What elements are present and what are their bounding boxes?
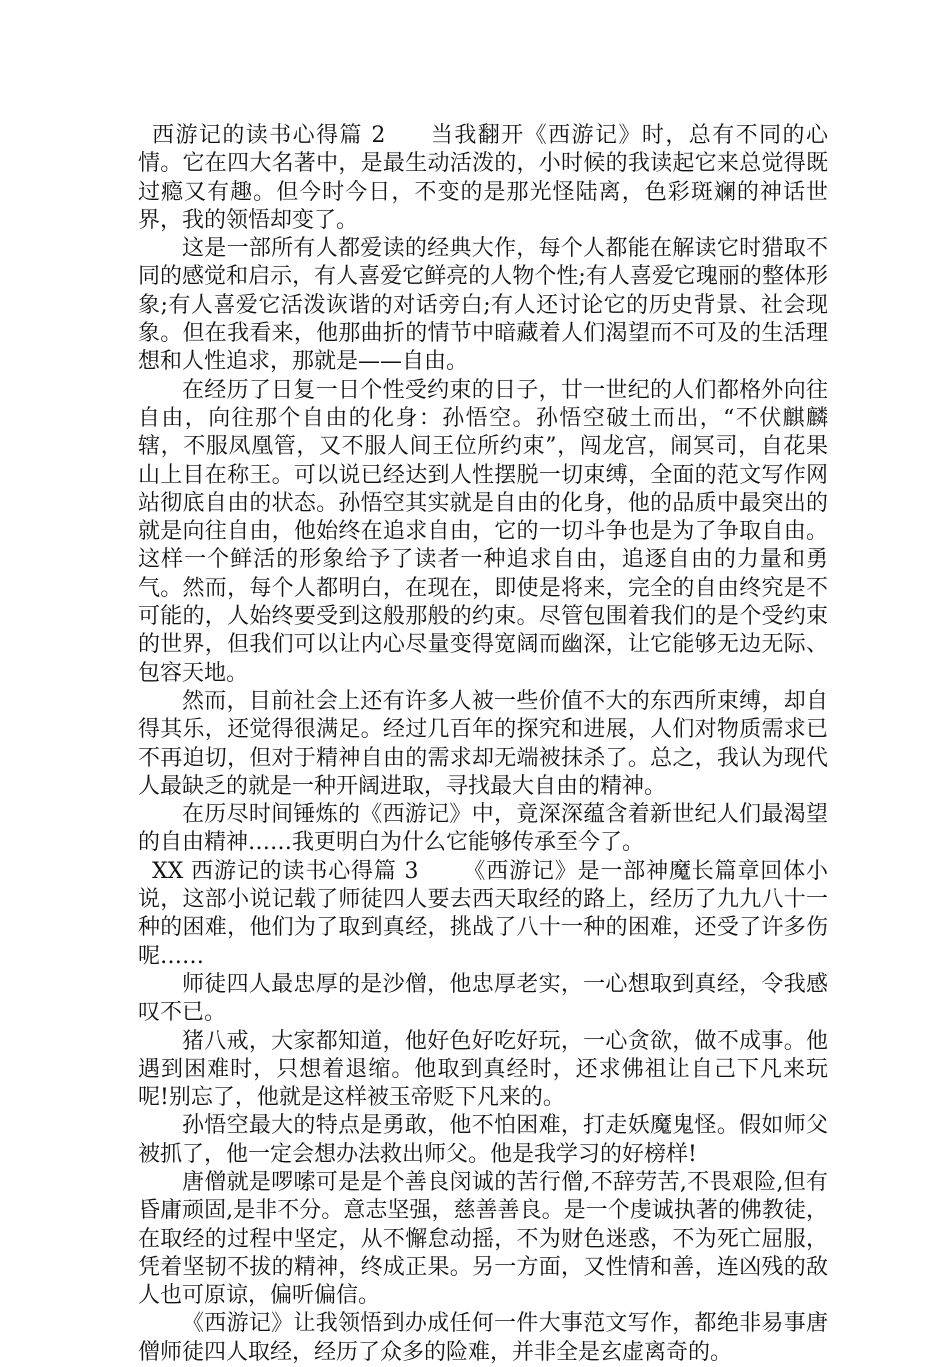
section-2-paragraph-4: 在历尽时间锤炼的《西游记》中，竟深深蕴含着新世纪人们最渴望的自由精神……我更明白为什么它能够传承至今了。	[138, 802, 828, 856]
section-2-intro-paragraph	[138, 122, 828, 235]
section-2-paragraph-1: 这是一部所有人都爱读的经典大作，每个人都能在解读它时猎取不同的感觉和启示，有人喜爱它鲜亮的人物个性;有人喜爱它瑰丽的整体形象;有人喜爱它活泼诙谐的对话旁白;有人还讨论它的历史背景、社会现象。但在我看来，他那曲折的情节中暗藏着人们渴望而不可及的生活理想和人性追求，那就是——自由。	[138, 236, 828, 375]
section-3-paragraph-5: 《西游记》让我领悟到办成任何一件大事范文写作，都绝非易事唐僧师徒四人取经，经历了众多的险难，并非全是玄虚离奇的。	[138, 1311, 828, 1365]
document-page	[138, 122, 828, 1367]
section-3-paragraph-2: 猪八戒，大家都知道，他好色好吃好玩，一心贪欲，做不成事。他遇到困难时，只想着退缩。他取到真经时，还求佛祖让自己下凡来玩呢!别忘了，他就是这样被玉帝贬下凡来的。	[138, 1028, 828, 1111]
section-3-title: XX 西游记的读书心得篇 3	[152, 858, 419, 884]
section-2-title: 西游记的读书心得篇 2	[152, 123, 386, 148]
section-3-paragraph-1: 师徒四人最忠厚的是沙僧，他忠厚老实，一心想取到真经，令我感叹不已。	[138, 971, 828, 1026]
section-2-paragraph-2: 在经历了日复一日个性受约束的日子，廿一世纪的人们都格外向往自由，向往那个自由的化身：孙悟空。孙悟空破土而出，“不伏麒麟辖，不服凤凰管，又不服人间王位所约束”，闯龙宫，闹冥司，自花果山上目在称王。可以说已经达到人性摆脱一切束缚，全面的范文写作网站彻底自由的状态。孙悟空其实就是自由的化身，他的品质中最突出的就是向往自由，他始终在追求自由，它的一切斗争也是为了争取自由。这样一个鲜活的形象给予了读者一种追求自由，追逐自由的力量和勇气。然而，每个人都明白，在现在，即使是将来，完全的自由终究是不可能的，人始终要受到这般那般的约束。尽管包围着我们的是个受约束的世界，但我们可以让内心尽量变得宽阔而幽深，让它能够无边无际、包容天地。	[138, 377, 828, 686]
section-3-intro-paragraph	[138, 858, 828, 971]
section-3-paragraph-3: 孙悟空最大的特点是勇敢，他不怕困难，打走妖魔鬼怪。假如师父被抓了，他一定会想办法救出师父。他是我学习的好榜样!	[138, 1113, 828, 1167]
section-2-intro: 当我翻开《西游记》时，总有不同的心情。它在四大名著中，是最生动活泼的，小时候的我读起它来总觉得既过瘾又有趣。但今时今日，不变的是那光怪陆离，色彩斑斓的神话世界，我的领悟却变了。	[138, 123, 828, 233]
section-2-paragraph-3: 然而，目前社会上还有许多人被一些价值不大的东西所束缚，却自得其乐，还觉得很满足。经过几百年的探究和进展，人们对物质需求已不再迫切，但对于精神自由的需求却无端被抹杀了。总之，我认为现代人最缺乏的就是一种开阔进取，寻找最大自由的精神。	[138, 688, 828, 799]
section-3-paragraph-4: 唐僧就是啰嗦可是是个善良闵诚的苦行僧,不辞劳苦,不畏艰险,但有昏庸顽固,是非不分。意志坚强，慈善善良。是一个虔诚执著的佛教徒，在取经的过程中坚定，从不懈怠动摇，不为财色迷惑，不为死亡屈服，凭着坚韧不拔的精神，终成正果。另一方面，又性情和善，连凶残的敌人也可原谅，偏听偏信。	[138, 1169, 828, 1309]
section-3-intro: 《西游记》是一部神魔长篇章回体小说，这部小说记载了师徒四人要去西天取经的路上，经历了九九八十一种的困难，他们为了取到真经，挑战了八十一种的困难，还受了许多伤呢……	[138, 858, 828, 969]
